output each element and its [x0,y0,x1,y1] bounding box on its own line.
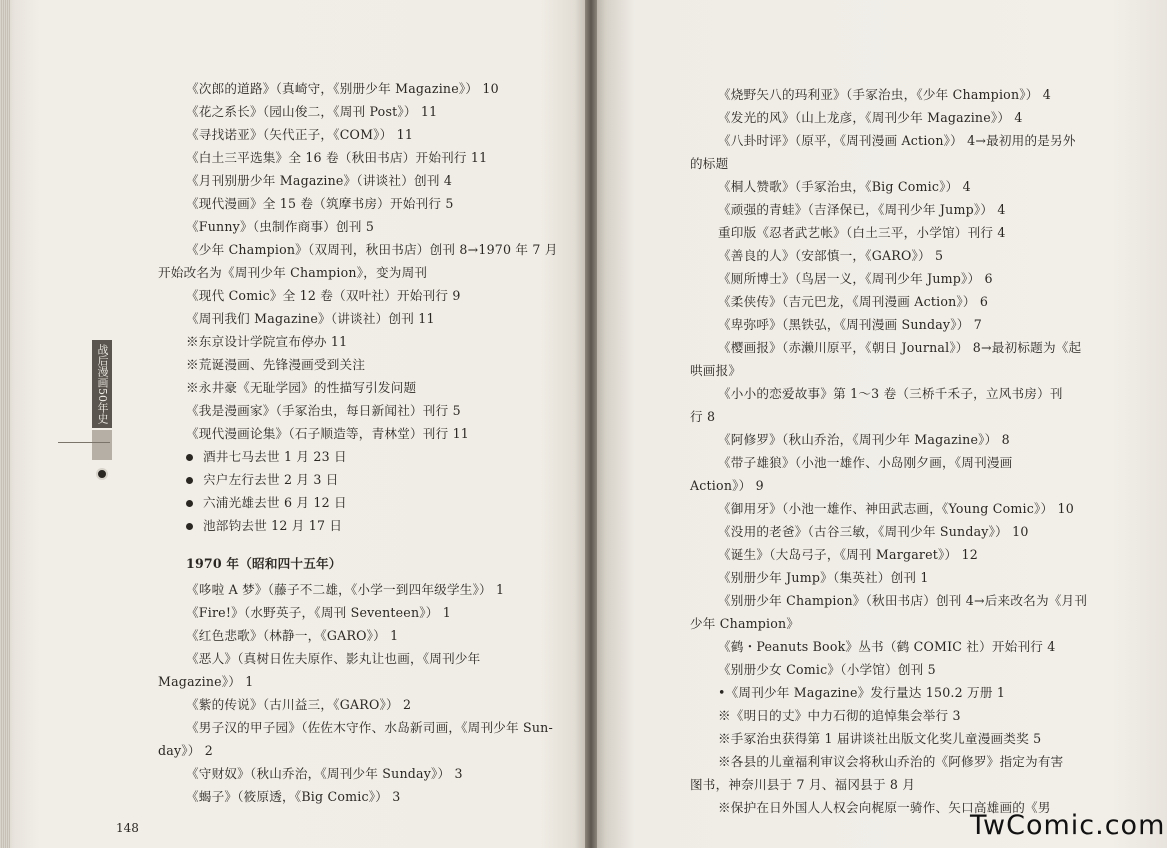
note-line: ※各县的儿童福利审议会将秋山乔治的《阿修罗》指定为有害 [718,754,1064,769]
entry-line: 《寻找诺亚》（矢代正子，《COM》） 11 [186,127,414,142]
entry-line: 行 8 [690,409,716,424]
death-text: 六浦光雄去世 6 月 12 日 [203,495,347,510]
entry-line: 《厕所博士》（鸟居一义，《周刊少年 Jump》） 6 [718,271,993,286]
note-line: ※荒诞漫画、先锋漫画受到关注 [186,357,366,372]
death-text: 宍户左行去世 2 月 3 日 [203,472,339,487]
note-line: 图书，神奈川县于 7 月、福冈县于 8 月 [690,777,916,792]
note-line: ※东京设计学院宣布停办 11 [186,334,348,349]
sidebar-marker [92,430,112,460]
entry-line: 《卑弥呼》（黑铁弘，《周刊漫画 Sunday》） 7 [718,317,982,332]
entry-line: 《发光的风》（山上龙彦，《周刊少年 Magazine》） 4 [718,110,1023,125]
entry-line: 《守财奴》（秋山乔治，《周刊少年 Sunday》） 3 [186,766,463,781]
entry-line: 的标题 [690,156,729,171]
entry-line: 《紫的传说》（古川益三，《GARO》） 2 [186,697,412,712]
entry-line: 《诞生》（大岛弓子，《周刊 Margaret》） 12 [718,547,978,562]
entry-line: 开始改名为《周刊少年 Champion》，变为周刊 [158,265,428,280]
entry-line: 《别册少年 Jump》（集英社）创刊 1 [718,570,929,585]
note-line: ※保护在日外国人人权会向梶原一骑作、矢口高雄画的《男 [718,800,1051,815]
entry-line: 《我是漫画家》（手冢治虫，每日新闻社）刊行 5 [186,403,461,418]
entry-line: 少年 Champion》 [690,616,800,631]
entry-line: 《善良的人》（安部慎一，《GARO》） 5 [718,248,944,263]
watermark-logo: TwComic.com [970,810,1166,841]
entry-line: 《别册少女 Comic》（小学馆）创刊 5 [718,662,936,677]
book-spine [585,0,597,848]
note-line: ※永井豪《无耻学园》的性描写引发问题 [186,380,417,395]
entry-line: 《男子汉的甲子园》（佐佐木守作、水岛新司画，《周刊少年 Sun- [186,720,553,735]
entry-line: 《次郎的道路》（真崎守，《别册少年 Magazine》） 10 [186,81,499,96]
entry-line: 《樱画报》（赤濑川原平，《朝日 Journal》） 8→最初标题为《起 [718,340,1082,355]
entry-line: 《现代 Comic》全 12 卷（双叶社）开始刊行 9 [186,288,461,303]
death-item [158,515,342,534]
entry-line: 《少年 Champion》（双周刊，秋田书店）创刊 8→1970 年 7 月 [186,242,558,257]
entry-line: 《小小的恋爱故事》第 1～3 卷（三桥千禾子，立风书房）刊 [718,386,1063,401]
entry-line: •《周刊少年 Magazine》发行量达 150.2 万册 1 [718,685,1006,700]
entry-line: 《恶人》（真树日佐夫原作、影丸让也画，《周刊少年 [186,651,481,666]
bullet-icon [186,454,193,461]
entry-line: 《桐人赞歌》（手冢治虫，《Big Comic》） 4 [718,179,971,194]
entry-line: 《烧野矢八的玛利亚》（手冢治虫，《少年 Champion》） 4 [718,87,1051,102]
entry-line: 《哆啦 A 梦》（藤子不二雄，《小学一到四年级学生》） 1 [186,582,505,597]
sidebar-rule [58,442,110,443]
entry-line: 《现代漫画》全 15 卷（筑摩书房）开始刊行 5 [186,196,454,211]
page-number: 148 [116,821,139,835]
entry-line: 《花之系长》（园山俊二，《周刊 Post》） 11 [186,104,438,119]
entry-line: 《御用牙》（小池一雄作、神田武志画，《Young Comic》） 10 [718,501,1074,516]
bullet-icon [186,523,193,530]
entry-line: 《周刊我们 Magazine》（讲谈社）创刊 11 [186,311,435,326]
entry-line: 《白土三平选集》全 16 卷（秋田书店）开始刊行 11 [186,150,488,165]
entry-line: 重印版《忍者武艺帐》（白土三平，小学馆）刊行 4 [718,225,1006,240]
entry-line: 《没用的老爸》（古谷三敏，《周刊少年 Sunday》） 10 [718,524,1029,539]
page-edge [0,0,10,848]
section-sidebar [92,340,112,480]
entry-line: day》） 2 [158,743,213,758]
entry-line: 《月刊别册少年 Magazine》（讲谈社）创刊 4 [186,173,453,188]
entry-line: 《别册少年 Champion》（秋田书店）创刊 4→后来改名为《月刊 [718,593,1088,608]
sidebar-dot-icon [96,468,108,480]
death-item [158,469,339,488]
entry-line: 哄画报》 [690,363,742,378]
entry-line: 《Fire!》（水野英子，《周刊 Seventeen》） 1 [186,605,451,620]
entry-line: 《红色悲歌》（林静一，《GARO》） 1 [186,628,399,643]
death-item [158,446,347,465]
entry-line: 《八卦时评》（原平，《周刊漫画 Action》） 4→最初用的是另外 [718,133,1076,148]
note-line: ※手冢治虫获得第 1 届讲谈社出版文化奖儿童漫画类奖 5 [718,731,1042,746]
death-text: 酒井七马去世 1 月 23 日 [203,449,347,464]
sidebar-title: 战后漫画50年史 [92,340,112,428]
entry-line: Action》） 9 [690,478,764,493]
death-item [158,492,347,511]
entry-line: 《鹤・Peanuts Book》丛书（鹤 COMIC 社）开始刊行 4 [718,639,1056,654]
death-text: 池部钧去世 12 月 17 日 [203,518,343,533]
year-heading: 1970 年（昭和四十五年） [186,556,342,571]
bullet-icon [186,500,193,507]
entry-line: 《蝎子》（筱原透，《Big Comic》） 3 [186,789,401,804]
note-line: ※《明日的丈》中力石彻的追悼集会举行 3 [718,708,961,723]
bullet-icon [186,477,193,484]
entry-line: 《柔侠传》（吉元巴龙，《周刊漫画 Action》） 6 [718,294,989,309]
entry-line: 《Funny》（虫制作商事）创刊 5 [186,219,375,234]
entry-line: Magazine》） 1 [158,674,254,689]
entry-line: 《阿修罗》（秋山乔治，《周刊少年 Magazine》） 8 [718,432,1010,447]
entry-line: 《现代漫画论集》（石子顺造等，青林堂）刊行 11 [186,426,469,441]
entry-line: 《带子雄狼》（小池一雄作、小岛刚夕画，《周刊漫画 [718,455,1013,470]
entry-line: 《顽强的青蛙》（吉泽保已，《周刊少年 Jump》） 4 [718,202,1006,217]
